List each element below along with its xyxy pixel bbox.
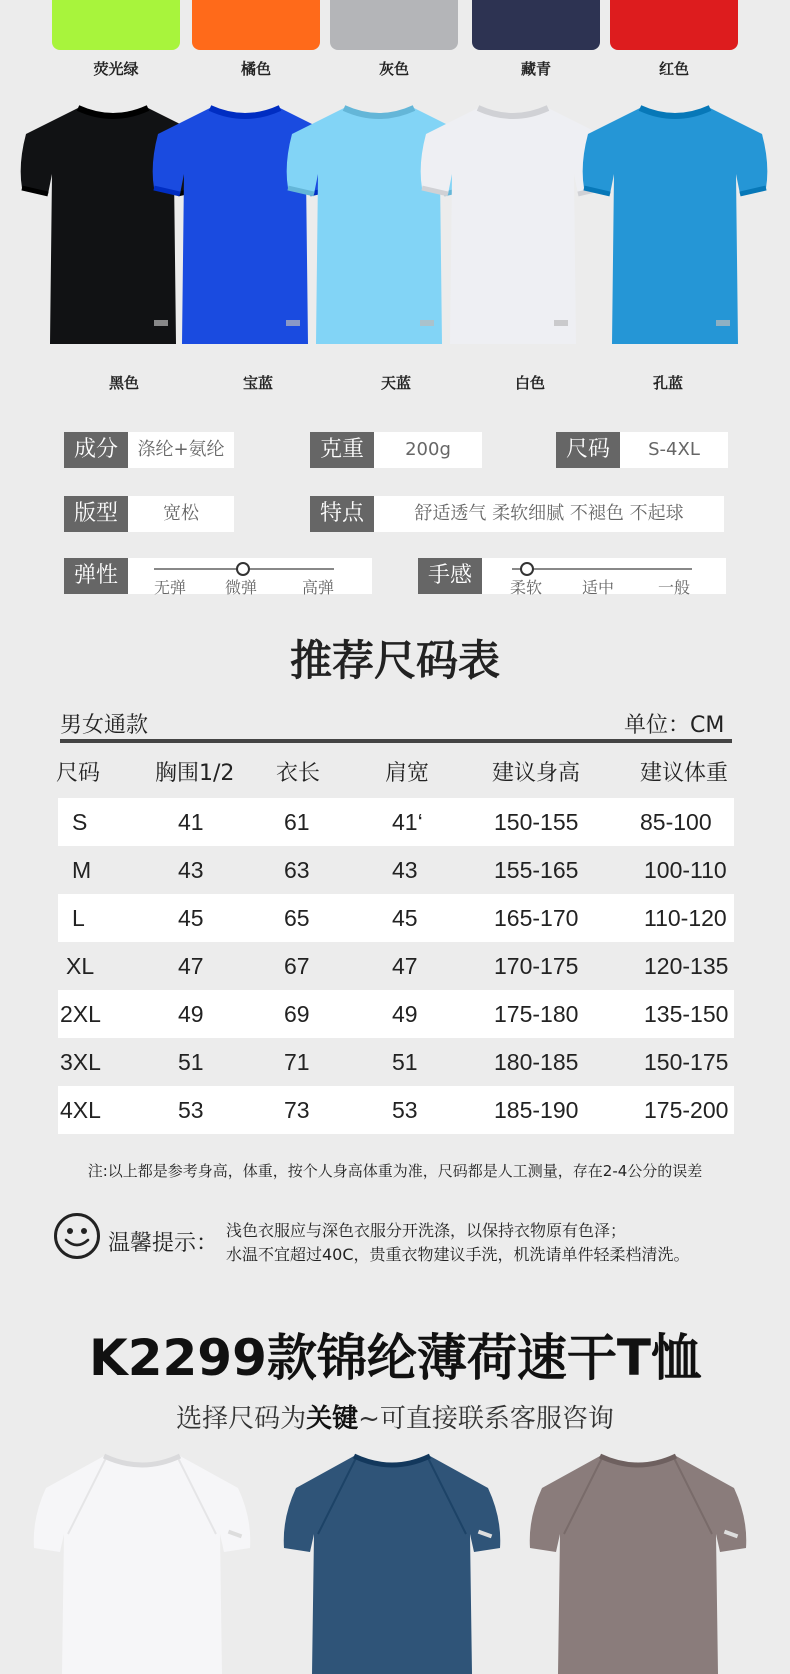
elasticity-option-slight: 微弹 [225, 578, 258, 597]
shirt-swatch-gray[interactable] [330, 0, 458, 50]
table-row [58, 894, 734, 942]
hand-feel-option-soft: 柔软 [510, 578, 543, 597]
cell-length: 63 [284, 857, 310, 883]
size-chart-gender-label: 男女通款 [60, 713, 149, 738]
cell-height: 165-170 [494, 905, 579, 931]
spec-key-hand-feel: 手感 [418, 558, 482, 594]
spec-value-composition: 涤纶+氨纶 [128, 432, 234, 468]
product-subtitle-bold: 关键 [306, 1404, 359, 1434]
cell-chest: 51 [178, 1049, 204, 1075]
cell-size: 2XL [60, 1001, 101, 1027]
cell-length: 67 [284, 953, 310, 979]
table-row [58, 846, 734, 894]
spec-key-weight: 克重 [310, 432, 374, 468]
hand-feel-scale-track [512, 568, 692, 570]
tshirt-peacock-blue-icon[interactable] [580, 104, 770, 366]
cell-weight: 110-120 [644, 905, 727, 931]
size-chart-unit-label: 单位：CM [624, 713, 725, 738]
cell-size: 3XL [60, 1049, 101, 1075]
cell-size: M [72, 857, 92, 883]
shirt-swatch-orange[interactable] [192, 0, 320, 50]
elasticity-option-high: 高弹 [302, 578, 335, 597]
spec-key-elasticity: 弹性 [64, 558, 128, 594]
cell-chest: 53 [178, 1097, 204, 1123]
cell-length: 69 [284, 1001, 310, 1027]
cell-weight: 120-135 [644, 953, 729, 979]
spec-key-composition: 成分 [64, 432, 128, 468]
cell-weight: 150-175 [644, 1049, 729, 1075]
color-label-white: 白色 [514, 374, 545, 392]
cell-shoulder: 51 [392, 1049, 418, 1075]
spec-key-features: 特点 [310, 496, 374, 532]
header-size: 尺码 [56, 761, 101, 786]
cell-shoulder: 41‘ [392, 809, 423, 835]
cell-weight: 100-110 [644, 857, 727, 883]
cell-length: 65 [284, 905, 310, 931]
cell-chest: 45 [178, 905, 204, 931]
cell-size: 4XL [60, 1097, 101, 1123]
cell-chest: 43 [178, 857, 204, 883]
header-length: 衣长 [276, 761, 321, 786]
cell-shoulder: 45 [392, 905, 418, 931]
spec-value-fit: 宽松 [128, 496, 234, 532]
cell-size: XL [66, 953, 95, 979]
header-shoulder: 肩宽 [385, 761, 430, 786]
tshirt-navy-icon[interactable] [276, 1448, 508, 1674]
elasticity-scale [128, 558, 372, 597]
cell-height: 185-190 [494, 1097, 579, 1123]
cell-length: 61 [284, 809, 310, 835]
hand-feel-scale-marker [520, 562, 534, 576]
shirt-swatch-red[interactable] [610, 0, 738, 50]
elasticity-option-none: 无弹 [154, 578, 187, 597]
header-weight: 建议体重 [640, 761, 729, 786]
color-label-black: 黑色 [108, 374, 139, 392]
cell-weight: 85-100 [640, 809, 712, 835]
spec-value-weight: 200g [374, 432, 482, 468]
cell-chest: 47 [178, 953, 204, 979]
hand-feel-option-medium: 适中 [582, 578, 615, 597]
color-label-gray: 灰色 [378, 60, 409, 78]
table-row [58, 1038, 734, 1086]
spec-value-size: S-4XL [620, 432, 728, 468]
size-chart-title: 推荐尺码表 [289, 636, 500, 685]
cell-shoulder: 47 [392, 953, 418, 979]
color-label-sky-blue: 天蓝 [380, 374, 411, 392]
color-label-orange: 橘色 [240, 60, 271, 78]
cell-height: 155-165 [494, 857, 579, 883]
smiley-icon [54, 1213, 100, 1259]
table-row [58, 1086, 734, 1134]
cell-weight: 175-200 [644, 1097, 729, 1123]
cell-shoulder: 53 [392, 1097, 418, 1123]
table-row [58, 798, 734, 846]
product-subtitle-post: ~可直接联系客服咨询 [358, 1404, 614, 1434]
table-row [58, 942, 734, 990]
cell-chest: 41 [178, 809, 204, 835]
color-label-red: 红色 [658, 60, 689, 78]
cell-size: L [72, 905, 85, 931]
cell-shoulder: 49 [392, 1001, 418, 1027]
elasticity-scale-marker [236, 562, 250, 576]
size-chart-note: 注:以上都是参考身高，体重，按个人身高体重为准，尺码都是人工测量，存在2-4公分的误差 [87, 1162, 703, 1180]
shirt-swatch-fluorescent-green[interactable] [52, 0, 180, 50]
header-chest: 胸围1/2 [155, 761, 235, 786]
cell-height: 170-175 [494, 953, 579, 979]
tip-label: 温馨提示： [108, 1231, 219, 1256]
cell-height: 150-155 [494, 809, 579, 835]
tshirt-taupe-icon[interactable] [522, 1448, 754, 1674]
color-label-peacock-blue: 孔蓝 [652, 374, 683, 392]
color-label-fluorescent-green: 荧光绿 [93, 60, 139, 78]
product-title: K2299款锦纶薄荷速干T恤 [88, 1329, 701, 1387]
cell-chest: 49 [178, 1001, 204, 1027]
cell-length: 71 [284, 1049, 310, 1075]
spec-value-features: 舒适透气 柔软细腻 不褪色 不起球 [374, 496, 724, 532]
tshirt-white-icon[interactable] [26, 1448, 258, 1674]
hand-feel-scale [482, 558, 726, 597]
spec-key-fit: 版型 [64, 496, 128, 532]
cell-shoulder: 43 [392, 857, 418, 883]
tip-line-1: 浅色衣服应与深色衣服分开洗涤，以保持衣物原有色泽； [226, 1221, 627, 1240]
product-subtitle-pre: 选择尺码为 [176, 1404, 307, 1434]
product-subtitle [0, 1398, 790, 1435]
color-label-royal-blue: 宝蓝 [242, 374, 273, 392]
spec-key-size: 尺码 [556, 432, 620, 468]
tip-line-2: 水温不宜超过40C，贵重衣物建议手洗，机洗请单件轻柔档清洗。 [226, 1245, 690, 1264]
cell-length: 73 [284, 1097, 310, 1123]
cell-height: 180-185 [494, 1049, 579, 1075]
cell-weight: 135-150 [644, 1001, 729, 1027]
header-height: 建议身高 [492, 761, 581, 786]
shirt-swatch-navy[interactable] [472, 0, 600, 50]
cell-size: S [72, 809, 88, 835]
hand-feel-option-normal: 一般 [658, 578, 691, 597]
table-row [58, 990, 734, 1038]
cell-height: 175-180 [494, 1001, 579, 1027]
size-chart-divider [60, 739, 732, 743]
color-label-navy: 藏青 [520, 60, 551, 78]
